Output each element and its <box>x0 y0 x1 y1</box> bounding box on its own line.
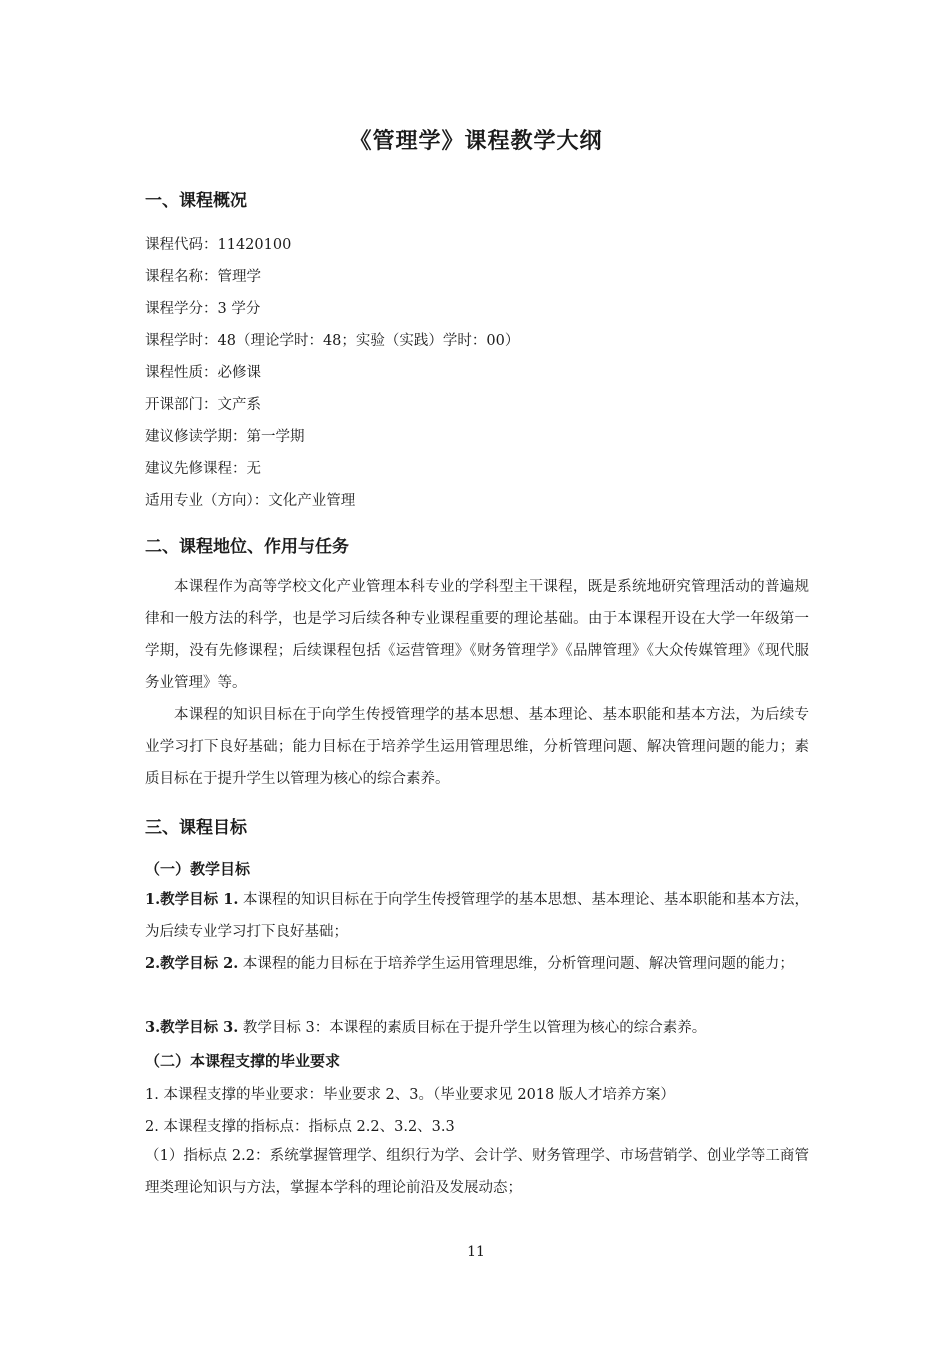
info-department: 开课部门：文产系 <box>145 397 261 413</box>
teaching-goal-3 <box>145 1012 809 1044</box>
page-number: 11 <box>467 1244 485 1260</box>
section-heading-position: 二、课程地位、作用与任务 <box>145 537 349 557</box>
section-heading-overview: 一、课程概况 <box>145 191 247 211</box>
subheading-teaching-goals: （一）教学目标 <box>145 860 251 878</box>
paragraph-course-objectives: 本课程的知识目标在于向学生传授管理学的基本思想、基本理论、基本职能和基本方法，为后续专业学习打下良好基础；能力目标在于培养学生运用管理思维，分析管理问题、解决管理问题的能力；素质目标在于提升学生以管理为核心的综合素养。 <box>145 707 809 787</box>
teaching-goal-2 <box>145 948 809 980</box>
subheading-graduation-requirements: （二）本课程支撑的毕业要求 <box>145 1052 341 1070</box>
info-semester: 建议修读学期：第一学期 <box>145 429 305 445</box>
teaching-goal-3-label: 3.教学目标 3. <box>145 1019 239 1036</box>
indicator-points-line: 2. 本课程支撑的指标点：指标点 2.2、3.2、3.3 <box>145 1119 455 1135</box>
graduation-requirement-line: 1. 本课程支撑的毕业要求：毕业要求 2、3。（毕业要求见 2018 版人才培养方案） <box>145 1087 675 1103</box>
info-course-code: 课程代码：11420100 <box>145 237 292 253</box>
info-course-hours: 课程学时：48（理论学时：48；实验（实践）学时：00） <box>145 333 520 349</box>
section-heading-goals: 三、课程目标 <box>145 818 247 838</box>
info-course-credits: 课程学分：3 学分 <box>145 301 261 317</box>
document-title: 《管理学》课程教学大纲 <box>349 128 603 154</box>
teaching-goal-1-text: 本课程的知识目标在于向学生传授管理学的基本思想、基本理论、基本职能和基本方法，为后续专业学习打下良好基础； <box>145 892 809 940</box>
info-course-name: 课程名称：管理学 <box>145 269 261 285</box>
info-major: 适用专业（方向）：文化产业管理 <box>145 493 356 509</box>
teaching-goal-2-label: 2.教学目标 2. <box>145 955 239 972</box>
indicator-point-2-2: （1）指标点 2.2：系统掌握管理学、组织行为学、会计学、财务管理学、市场营销学、创业学等工商管理类理论知识与方法，掌握本学科的理论前沿及发展动态； <box>145 1148 809 1196</box>
teaching-goal-1-label: 1.教学目标 1. <box>145 891 239 908</box>
paragraph-course-position: 本课程作为高等学校文化产业管理本科专业的学科型主干课程，既是系统地研究管理活动的普遍规律和一般方法的科学，也是学习后续各种专业课程重要的理论基础。由于本课程开设在大学一年级第一学期，没有先修课程；后续课程包括《运营管理》《财务管理学》《品牌管理》《大众传媒管理》《现代服务业管理》等。 <box>145 579 809 691</box>
info-course-nature: 课程性质：必修课 <box>145 365 261 381</box>
teaching-goal-1 <box>145 884 809 948</box>
info-prerequisite: 建议先修课程：无 <box>145 461 261 477</box>
teaching-goal-2-text: 本课程的能力目标在于培养学生运用管理思维，分析管理问题、解决管理问题的能力； <box>238 956 794 972</box>
teaching-goal-3-text: 教学目标 3：本课程的素质目标在于提升学生以管理为核心的综合素养。 <box>238 1020 707 1036</box>
